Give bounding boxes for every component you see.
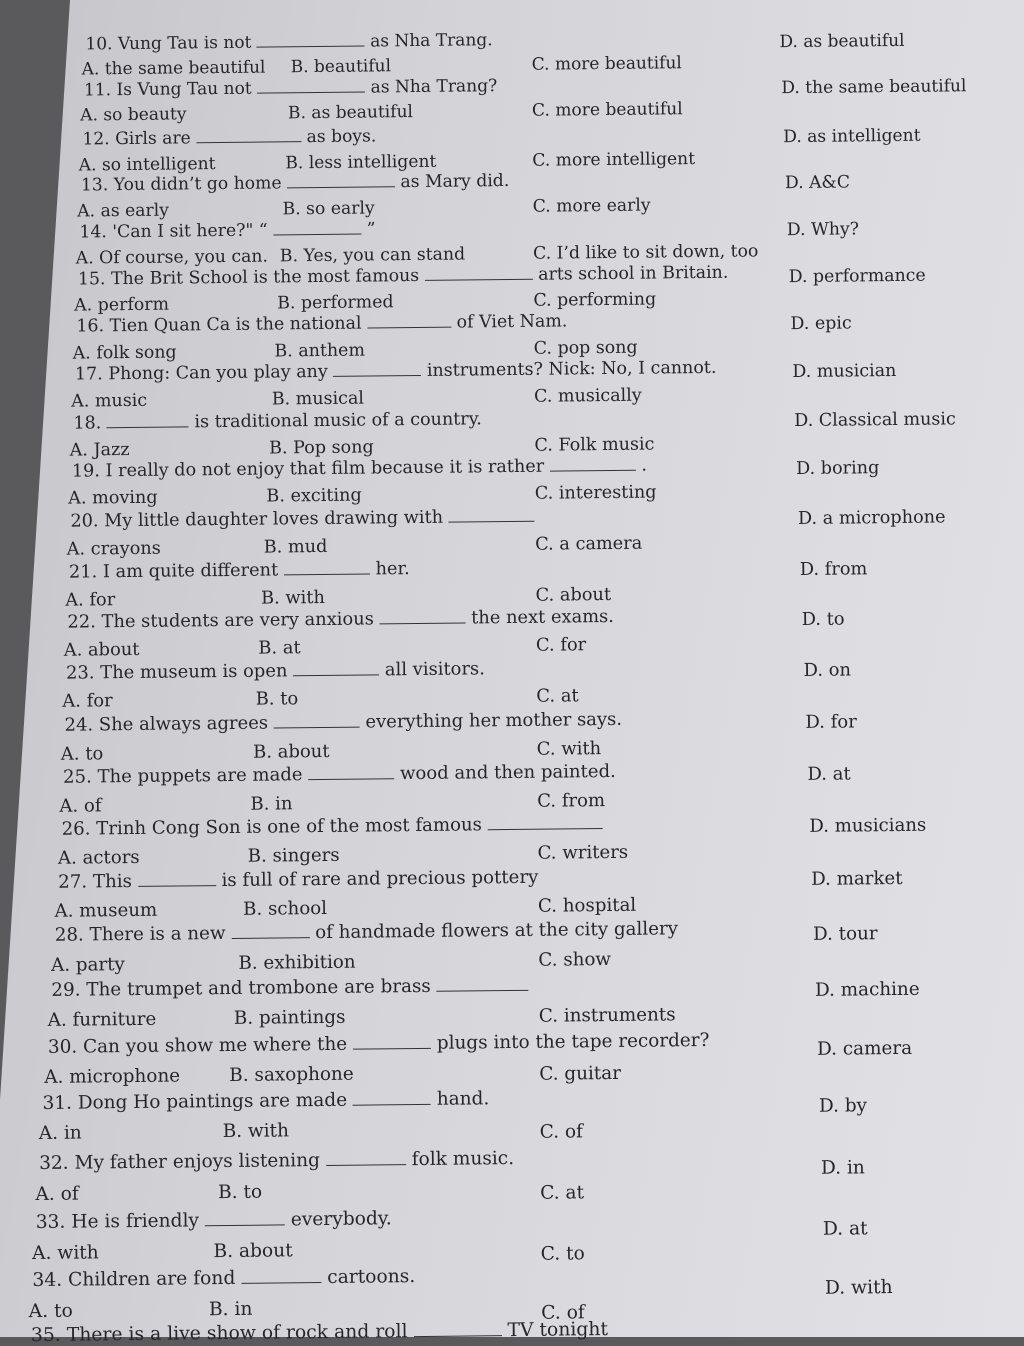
option-d: D. camera bbox=[816, 1037, 913, 1060]
question-text-before-blank: You didn’t go home bbox=[113, 173, 282, 196]
answer-blank bbox=[107, 425, 189, 428]
question-text-before-blank: Girls are bbox=[115, 128, 191, 150]
question-25 bbox=[63, 761, 616, 788]
question-number: 16. bbox=[76, 316, 105, 337]
question-21 bbox=[69, 559, 410, 583]
option-d: D. as beautiful bbox=[779, 30, 905, 53]
question-text-before-blank: The Brit School is the most famous bbox=[110, 265, 420, 290]
question-number: 15. bbox=[77, 269, 106, 290]
answer-blank bbox=[138, 884, 216, 887]
option-a: A. crayons bbox=[66, 538, 161, 560]
option-b: B. to bbox=[255, 688, 299, 710]
question-text-before-blank: There is a live show of rock and roll bbox=[66, 1321, 408, 1346]
option-a: A. furniture bbox=[47, 1008, 157, 1031]
option-d: D. the same beautiful bbox=[781, 76, 967, 99]
option-d: D. to bbox=[801, 608, 845, 630]
question-12 bbox=[82, 126, 376, 149]
option-d: D. epic bbox=[790, 313, 852, 335]
question-text-before-blank: The puppets are made bbox=[97, 764, 303, 788]
option-b: B. as beautiful bbox=[287, 102, 414, 124]
question-number: 35. bbox=[30, 1324, 61, 1346]
option-a: A. moving bbox=[68, 487, 158, 509]
option-b: B. less intelligent bbox=[285, 151, 437, 173]
option-a: A. as early bbox=[77, 200, 170, 222]
question-number: 32. bbox=[39, 1152, 69, 1174]
option-d: D. at bbox=[807, 763, 851, 785]
question-number: 30. bbox=[47, 1036, 78, 1058]
option-c: C. guitar bbox=[539, 1063, 622, 1086]
option-b: B. about bbox=[213, 1240, 293, 1262]
question-number: 10. bbox=[85, 34, 113, 55]
question-number: 17. bbox=[74, 364, 103, 385]
answer-blank bbox=[257, 45, 365, 48]
question-number: 19. bbox=[71, 461, 101, 482]
question-text-before-blank: The students are very anxious bbox=[101, 608, 374, 633]
option-d: D. by bbox=[818, 1095, 868, 1118]
option-c: C. Folk music bbox=[534, 434, 655, 456]
option-c: C. more beautiful bbox=[531, 53, 682, 75]
question-24 bbox=[64, 709, 622, 736]
question-text-after-blank: hand. bbox=[436, 1088, 490, 1110]
option-d: D. as intelligent bbox=[783, 125, 921, 148]
option-b: B. anthem bbox=[274, 340, 366, 361]
question-26 bbox=[62, 813, 603, 840]
answer-blank bbox=[284, 572, 370, 575]
question-text-before-blank: This bbox=[92, 870, 133, 893]
question-27 bbox=[58, 867, 538, 893]
question-text-after-blank: as Mary did. bbox=[400, 171, 510, 193]
question-text-after-blank: . bbox=[641, 455, 648, 476]
question-number: 11. bbox=[83, 80, 112, 101]
question-text-before-blank: Tien Quan Ca is the national bbox=[109, 313, 362, 337]
answer-blank bbox=[488, 827, 603, 830]
option-c: C. I’d like to sit down, too bbox=[532, 241, 759, 264]
question-text-before-blank: Vung Tau is not bbox=[117, 32, 252, 55]
question-22 bbox=[67, 606, 614, 633]
option-b: B. paintings bbox=[233, 1006, 346, 1029]
question-35 bbox=[31, 1319, 608, 1346]
option-c: C. at bbox=[536, 685, 579, 707]
answer-blank bbox=[257, 91, 365, 94]
option-c: C. more early bbox=[532, 195, 651, 217]
option-b: B. at bbox=[258, 637, 301, 659]
answer-blank bbox=[380, 621, 466, 624]
question-11 bbox=[84, 76, 498, 100]
question-text-before-blank: 'Can I sit here?" “ bbox=[112, 220, 268, 243]
question-text-before-blank: Is Vung Tau not bbox=[116, 78, 252, 101]
option-d: D. for bbox=[805, 711, 857, 733]
option-d: D. musicians bbox=[809, 814, 927, 837]
option-c: C. for bbox=[535, 634, 587, 656]
option-b: B. school bbox=[242, 898, 328, 921]
answer-blank bbox=[449, 520, 535, 523]
question-text-after-blank: of handmade flowers at the city gallery bbox=[315, 918, 679, 944]
option-d: D. on bbox=[803, 659, 852, 681]
question-number: 22. bbox=[67, 611, 96, 633]
option-c: C. more beautiful bbox=[531, 99, 683, 122]
answer-blank bbox=[274, 726, 360, 729]
option-b: B. exciting bbox=[266, 485, 362, 507]
option-b: B. musical bbox=[271, 388, 365, 410]
question-number: 14. bbox=[79, 222, 107, 243]
question-text-after-blank: her. bbox=[375, 559, 410, 580]
question-text-before-blank: The trumpet and trombone are brass bbox=[86, 975, 431, 1001]
answer-blank bbox=[437, 989, 529, 992]
question-34 bbox=[32, 1266, 415, 1291]
question-number: 12. bbox=[82, 129, 110, 150]
option-d: D. in bbox=[820, 1157, 865, 1179]
option-b: B. Pop song bbox=[268, 437, 374, 459]
question-number: 26. bbox=[61, 818, 91, 840]
option-a: A. for bbox=[65, 589, 116, 611]
option-c: C. a camera bbox=[535, 533, 643, 555]
question-number: 23. bbox=[65, 662, 95, 684]
option-d: D. boring bbox=[795, 458, 880, 480]
question-text-after-blank: everybody. bbox=[290, 1208, 392, 1231]
option-d: D. a microphone bbox=[797, 507, 946, 529]
option-a: A. for bbox=[62, 690, 113, 712]
option-b: B. in bbox=[250, 793, 293, 815]
question-text-before-blank: Children are fond bbox=[67, 1267, 236, 1291]
question-text-after-blank: ” bbox=[366, 219, 376, 240]
answer-blank bbox=[333, 374, 421, 377]
option-a: A. so beauty bbox=[80, 104, 187, 126]
option-a: A. to bbox=[60, 742, 104, 765]
question-text-before-blank: Phong: Can you play any bbox=[108, 361, 328, 385]
answer-blank bbox=[293, 673, 379, 676]
option-d: D. tour bbox=[812, 922, 878, 945]
question-number: 33. bbox=[35, 1211, 66, 1234]
question-text-after-blank: of Viet Nam. bbox=[456, 311, 568, 333]
question-32 bbox=[39, 1148, 514, 1174]
question-text-after-blank: arts school in Britain. bbox=[538, 262, 729, 285]
option-d: D. Classical music bbox=[794, 409, 956, 432]
question-text-after-blank: as Nha Trang? bbox=[370, 76, 498, 98]
option-d: D. market bbox=[811, 867, 903, 890]
question-number: 28. bbox=[54, 924, 84, 946]
question-10 bbox=[85, 30, 492, 54]
question-text-after-blank: as Nha Trang. bbox=[370, 30, 493, 52]
question-23 bbox=[66, 658, 485, 683]
question-28 bbox=[55, 918, 678, 946]
option-c: C. show bbox=[538, 948, 612, 971]
option-c: C. at bbox=[540, 1182, 585, 1205]
question-number: 27. bbox=[58, 871, 88, 893]
question-text-before-blank: I really do not enjoy that film because it is rather bbox=[105, 456, 545, 482]
option-a: A. party bbox=[50, 953, 125, 976]
question-text-after-blank: the next exams. bbox=[471, 605, 615, 629]
option-a: A. with bbox=[31, 1242, 99, 1264]
question-text-before-blank: Can you show me where the bbox=[82, 1033, 348, 1058]
option-a: A. of bbox=[59, 795, 102, 817]
option-c: C. from bbox=[537, 789, 606, 812]
option-a: A. so intelligent bbox=[78, 153, 216, 176]
option-c: C. instruments bbox=[538, 1004, 676, 1027]
question-number: 34. bbox=[32, 1269, 63, 1292]
option-c: C. of bbox=[541, 1302, 585, 1324]
question-number: 21. bbox=[68, 562, 98, 583]
question-number: 13. bbox=[80, 175, 109, 196]
option-b: B. with bbox=[260, 587, 325, 609]
option-a: A. microphone bbox=[44, 1065, 181, 1088]
question-29 bbox=[51, 975, 528, 1001]
question-text-after-blank: plugs into the tape recorder? bbox=[436, 1029, 710, 1054]
option-c: C. musically bbox=[533, 385, 642, 407]
question-14 bbox=[79, 219, 375, 242]
option-a: A. perform bbox=[74, 294, 170, 316]
option-a: A. of bbox=[35, 1183, 79, 1205]
question-text-before-blank: My father enjoys listening bbox=[74, 1150, 321, 1174]
option-b: B. to bbox=[217, 1181, 263, 1203]
option-c: C. more intelligent bbox=[532, 148, 696, 171]
option-b: B. singers bbox=[247, 844, 340, 867]
option-c: C. performing bbox=[533, 289, 657, 312]
option-a: A. to bbox=[28, 1300, 73, 1323]
question-text-after-blank: everything her mother says. bbox=[365, 708, 623, 733]
question-20 bbox=[70, 507, 534, 532]
option-a: A. actors bbox=[57, 846, 140, 869]
question-number: 29. bbox=[51, 979, 81, 1001]
option-c: C. of bbox=[539, 1121, 583, 1143]
question-16 bbox=[76, 311, 567, 336]
option-b: B. in bbox=[208, 1298, 253, 1321]
option-d: D. with bbox=[824, 1277, 893, 1299]
option-d: D. musician bbox=[792, 360, 897, 383]
option-d: D. from bbox=[799, 559, 868, 580]
question-number: 18. bbox=[73, 413, 102, 434]
option-b: B. about bbox=[252, 740, 330, 763]
answer-blank bbox=[287, 185, 395, 188]
answer-blank bbox=[425, 278, 533, 281]
question-number: 20. bbox=[70, 511, 99, 532]
answer-blank bbox=[273, 233, 361, 236]
question-text-after-blank: TV tonight bbox=[507, 1319, 609, 1342]
option-a: A. Of course, you can. bbox=[75, 246, 269, 269]
question-text-before-blank: Dong Ho paintings are made bbox=[77, 1089, 348, 1114]
question-text-after-blank: is traditional music of a country. bbox=[194, 409, 482, 433]
option-c: C. pop song bbox=[533, 337, 638, 359]
question-19 bbox=[72, 456, 647, 482]
option-d: D. A&C bbox=[784, 172, 851, 194]
answer-blank bbox=[550, 469, 636, 472]
question-text-after-blank: as boys. bbox=[306, 126, 377, 148]
option-b: B. beautiful bbox=[290, 56, 392, 78]
answer-blank bbox=[367, 326, 451, 329]
question-text-after-blank: instruments? Nick: No, I cannot. bbox=[426, 357, 717, 381]
question-number: 25. bbox=[63, 766, 92, 788]
option-c: C. about bbox=[535, 584, 612, 606]
question-text-before-blank: He is friendly bbox=[71, 1210, 200, 1233]
option-d: D. Why? bbox=[786, 219, 860, 241]
question-text-after-blank: all visitors. bbox=[384, 658, 485, 681]
answer-blank bbox=[353, 1103, 431, 1106]
option-b: B. exhibition bbox=[238, 951, 356, 974]
question-text-before-blank: She always agrees bbox=[98, 712, 269, 736]
question-31 bbox=[42, 1088, 489, 1114]
answer-blank bbox=[308, 777, 394, 780]
question-number: 24. bbox=[64, 714, 94, 736]
question-text-after-blank: cartoons. bbox=[327, 1266, 416, 1288]
option-a: A. folk song bbox=[72, 341, 177, 364]
answer-blank bbox=[326, 1163, 406, 1166]
option-a: A. about bbox=[63, 638, 140, 661]
question-text-before-blank: Trinh Cong Son is one of the most famous bbox=[96, 814, 483, 840]
question-30 bbox=[48, 1030, 710, 1058]
option-d: D. at bbox=[822, 1217, 868, 1240]
option-d: D. machine bbox=[814, 978, 920, 1002]
option-c: C. with bbox=[536, 737, 602, 760]
option-a: A. the same beautiful bbox=[81, 57, 266, 80]
option-c: C. interesting bbox=[534, 482, 657, 505]
question-text-after-blank: is full of rare and precious pottery bbox=[221, 866, 539, 892]
question-13 bbox=[81, 171, 510, 195]
question-text-after-blank: wood and then painted. bbox=[399, 760, 616, 785]
answer-blank bbox=[231, 936, 309, 939]
question-33 bbox=[36, 1208, 392, 1233]
option-c: C. writers bbox=[537, 841, 629, 864]
option-b: B. with bbox=[222, 1120, 290, 1143]
question-18 bbox=[73, 409, 482, 433]
question-text-before-blank: The museum is open bbox=[100, 660, 288, 684]
question-number: 31. bbox=[42, 1092, 73, 1114]
option-a: A. music bbox=[71, 390, 148, 412]
option-b: B. Yes, you can stand bbox=[279, 244, 466, 267]
option-b: B. saxophone bbox=[229, 1063, 354, 1086]
option-b: B. mud bbox=[263, 536, 328, 558]
option-b: B. so early bbox=[282, 198, 375, 220]
option-d: D. performance bbox=[788, 265, 926, 288]
option-a: A. in bbox=[38, 1122, 82, 1145]
option-c: C. to bbox=[540, 1243, 585, 1265]
question-text-before-blank: My little daughter loves drawing with bbox=[104, 507, 444, 532]
option-c: C. hospital bbox=[537, 894, 637, 917]
option-b: B. performed bbox=[277, 292, 394, 314]
question-text-after-blank: folk music. bbox=[411, 1148, 515, 1171]
answer-blank bbox=[205, 1223, 285, 1226]
question-text-before-blank: I am quite different bbox=[102, 560, 279, 583]
option-a: A. museum bbox=[54, 899, 158, 923]
answer-blank bbox=[241, 1281, 321, 1284]
question-text-before-blank: There is a new bbox=[89, 923, 226, 946]
answer-blank bbox=[353, 1047, 431, 1050]
answer-blank bbox=[196, 140, 301, 143]
option-a: A. Jazz bbox=[69, 439, 130, 461]
